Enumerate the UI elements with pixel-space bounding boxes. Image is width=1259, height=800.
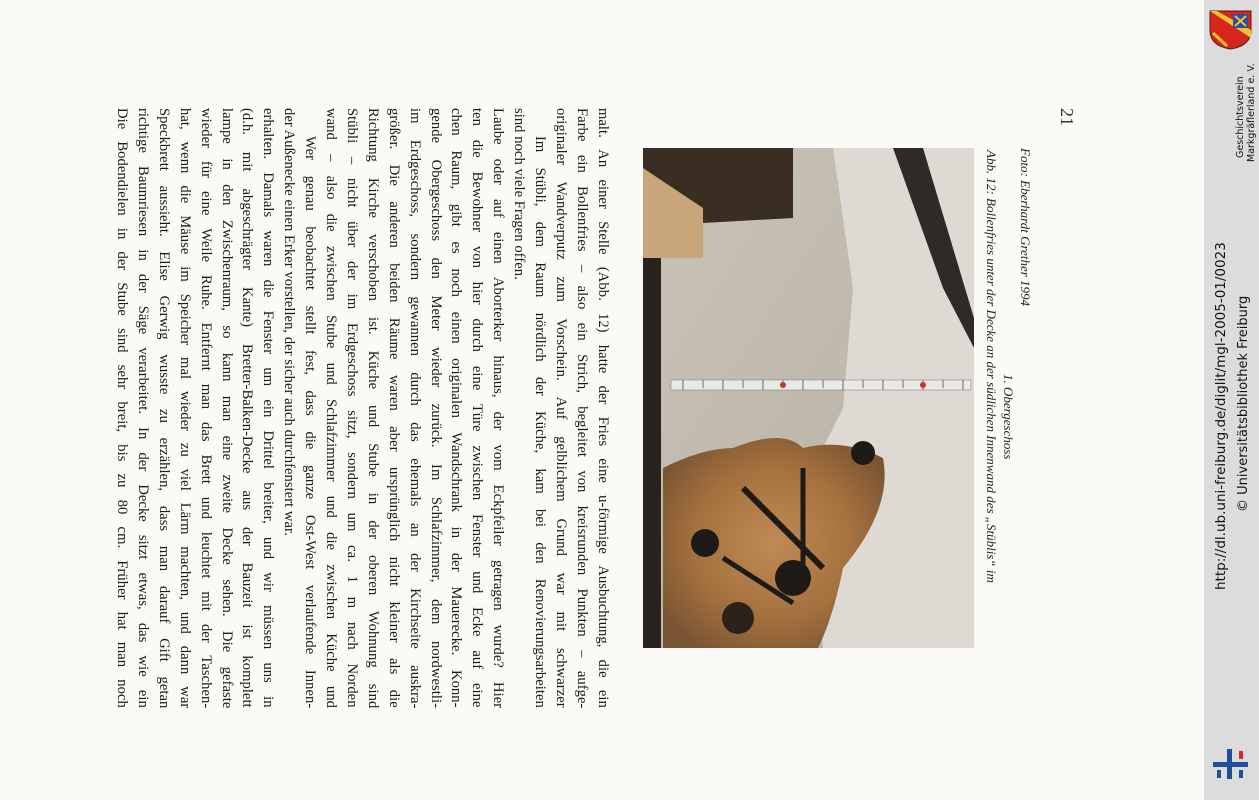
- body-text-line: erhalten. Damals waren die Fenster um ein Drittel breiter, und wir müssen uns in: [260, 108, 277, 708]
- page-number: 21: [1057, 108, 1077, 126]
- figure-caption: Abb. 12: Bollenfries unter der Decke an der südlichen Innenwand des „Stüblis“ im: [984, 150, 999, 583]
- body-text-line: wand – also die zwischen Stube und Schlafzimmer und die zwischen Küche und: [323, 108, 339, 709]
- body-text-line: Laube oder auf einen Aborterker hinaus, der vom Eckpfeiler getragen wurde? Hier: [490, 108, 507, 709]
- document-url-link[interactable]: http://dl.ub.uni-freiburg.de/diglit/mgl-2005-01/0023: [1213, 242, 1229, 590]
- body-text-line: Die Bodendielen in der Stube sind sehr breit, bis zu 80 cm. Früher hat man noch: [114, 108, 130, 708]
- photo-credit: Foto: Eberhardt Grether 1994: [1018, 148, 1033, 307]
- body-text-line: Wer genau beobachtet stellt fest, dass die ganze Ost-West verlaufende Innen-: [302, 136, 319, 709]
- body-text-line: Richtung Kirche verschoben ist. Küche und Stube in der oberen Wohnung sind: [364, 108, 381, 709]
- body-text-line: ten die Bewohner von hier durch eine Türe zwischen Fenster und Ecke auf eine: [469, 108, 486, 708]
- body-text-line: malt. An einer Stelle (Abb. 12) hatte der Fries eine u-förmige Ausbuchtung, die ein: [594, 108, 611, 708]
- body-text-line: originaler Wandverputz zum Vorschein. Auf gelblichem Grund war mit schwarzer: [552, 108, 569, 708]
- body-text-line: der Außenecke einen Erker vorstellen, der sicher auch durchfenstert war.: [281, 108, 298, 536]
- body-text-line: Speckbrett aussieht. Elise Gerwig wusste zu erzählen, dass man darauf Gift getan: [155, 108, 172, 709]
- ub-freiburg-logo-icon: [1209, 745, 1255, 783]
- society-name-line2: Markgräflerland e. V.: [1246, 63, 1257, 162]
- coat-of-arms-icon: [1207, 8, 1254, 50]
- body-text-line: (d.h. mit abgeschrägter Kante) Bretter-Balken-Decke aus der Bauzeit ist komplett: [239, 108, 256, 708]
- body-text-line: richtige Baumriesen in der Säge verarbeitet. In der Decke sitzt etwas, das wie ein: [134, 108, 151, 708]
- body-text-line: wieder für eine Weile Ruhe. Entfernt man das Brett und leuchtet mit der Taschen-: [197, 108, 214, 709]
- photo-bollenfries: [643, 148, 974, 648]
- body-text-line: sind noch viele Fragen offen.: [511, 108, 528, 280]
- body-text-line: chen Raum, gibt es noch einen originalen Wandschrank in der Mauerecke. Konn-: [448, 108, 465, 708]
- body-text-line: hat, wenn die Mäuse im Speicher mal wieder zu viel Lärm machten, und dann war: [176, 108, 193, 709]
- body-text-line: Farbe ein Bollenfries – also ein Strich, begleitet von kreisrunden Punkten – aufge-: [573, 108, 590, 709]
- figure-caption-line2: 1. Obergeschoss: [1001, 374, 1016, 460]
- copyright-notice: © Universitätsbibliothek Freiburg: [1236, 295, 1251, 512]
- body-text-line: größer. Die anderen beiden Räume waren aber ursprünglich nicht kleiner als die: [385, 108, 402, 708]
- body-text-line: Im Stübli, dem Raum nördlich der Küche, kam bei den Renovierungsarbeiten: [532, 136, 548, 708]
- body-text-line: gende Obergeschoss den Meter wieder zurück. Im Schlafzimmer, dem nordwestli-: [427, 108, 444, 708]
- body-text-line: Stübli – nicht über der im Erdgeschoss sitzt, sondern um ca. 1 m nach Norden: [343, 108, 360, 708]
- society-name-line1: Geschichtsverein: [1235, 76, 1246, 158]
- body-text-line: im Erdgeschoss, sondern gewannen durch das ehemals an der Kirchseite auskra-: [406, 108, 423, 709]
- body-text-line: lampe in den Zwischenraum, so kann man eine zweite Decke sehen. Die gefaste: [218, 108, 235, 709]
